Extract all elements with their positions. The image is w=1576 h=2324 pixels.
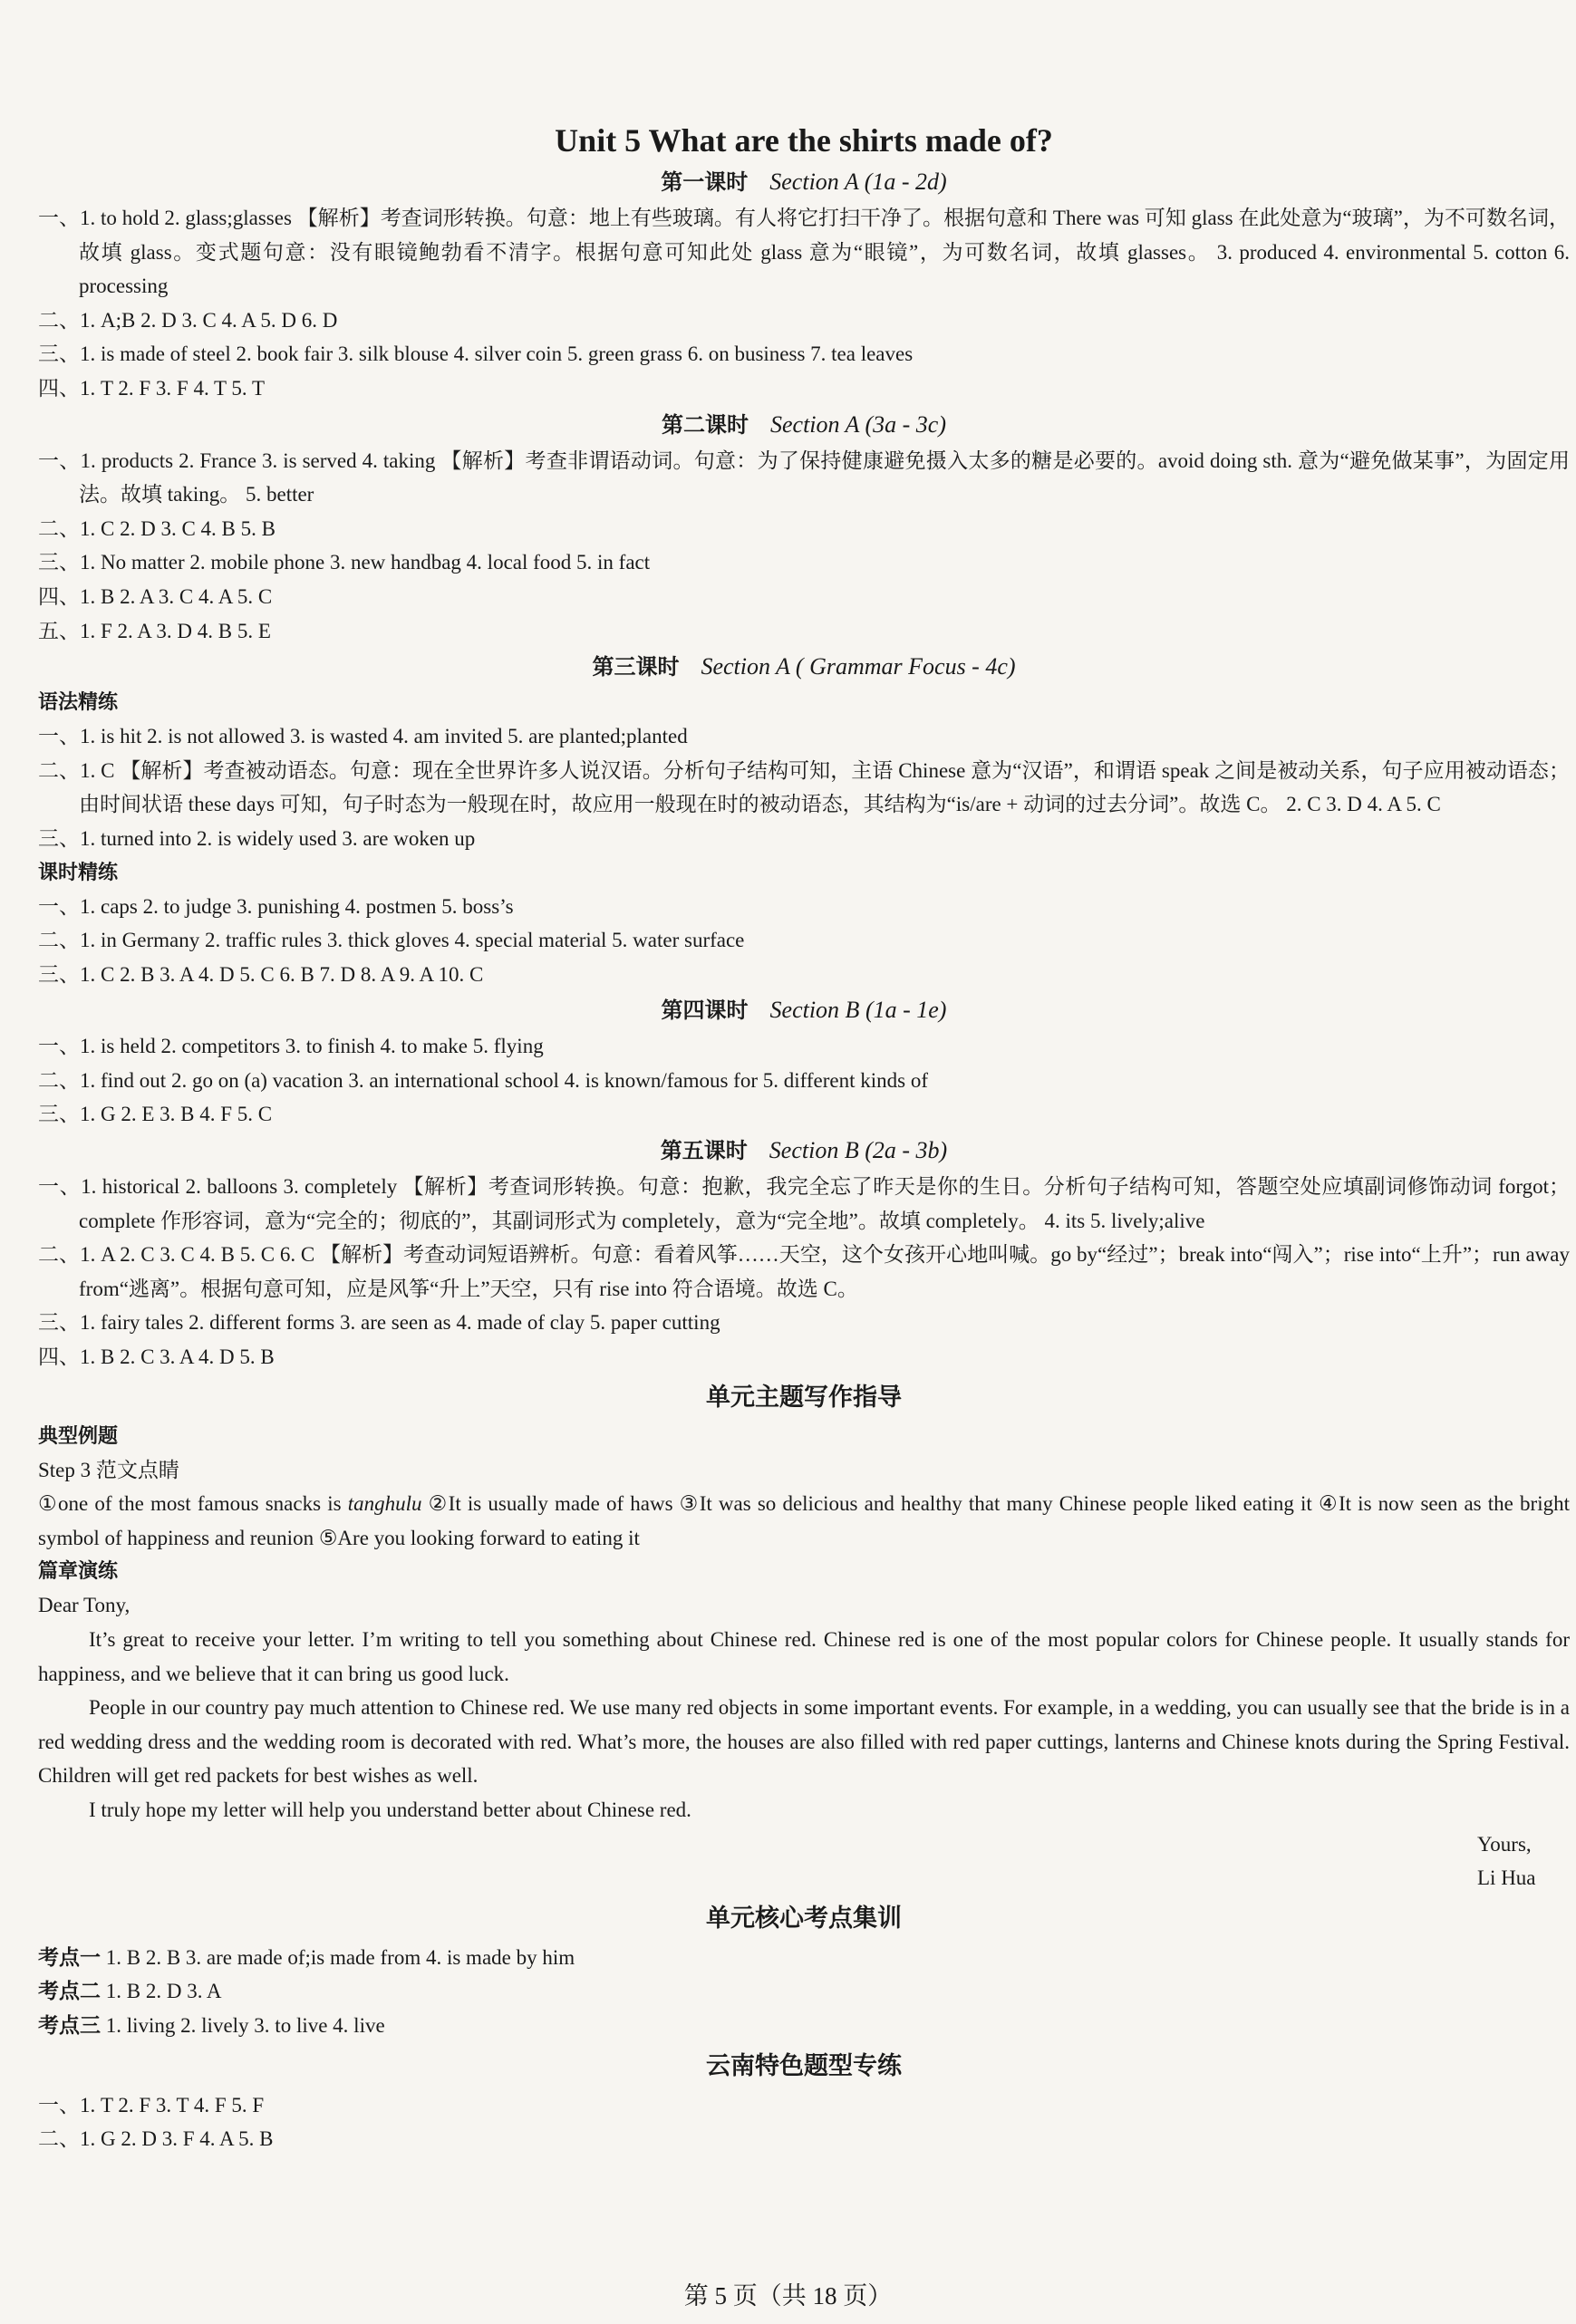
lesson-2-section: Section A (3a - 3c) <box>770 410 946 438</box>
lesson-2-part-3: 三、1. No matter 2. mobile phone 3. new handbag 4. local food 5. in fact <box>38 551 651 574</box>
core-point-1-text: 1. B 2. B 3. are made of;is made from 4. is made by him <box>101 1945 575 1969</box>
yunnan-part-1: 一、1. T 2. F 3. T 4. F 5. F <box>38 2093 265 2117</box>
lesson-5-part-3: 三、1. fairy tales 2. different forms 3. are seen as 4. made of clay 5. paper cutting <box>38 1311 720 1335</box>
letter-paragraph-1: It’s great to receive your letter. I’m writing to tell you something about Chinese red. Chinese red is one of the most popular colors for Chinese people. It usually stands for happiness, and we believe that it can bring us good luck. <box>38 1628 1570 1685</box>
letter-greeting: Dear Tony, <box>38 1594 131 1617</box>
letter-paragraph-3: I truly hope my letter will help you understand better about Chinese red. <box>89 1798 691 1821</box>
letter-paragraph-2: People in our country pay much attention to Chinese red. We use many red objects in some important events. For example, in a wedding, you can usually see that the bride is in a red wedding dress and the wedding room is decorated with red. What’s more, the houses are also filled with red paper cuttings, lanterns and Chinese knots during the Spring Festival. Children will get red packets for best wishes as well. <box>38 1696 1570 1788</box>
lesson-5-part-1: 一、1. historical 2. balloons 3. completely 【解析】考查词形转换。句意：抱歉，我完全忘了昨天是你的生日。分析句子结构可知，答题空处应填副词修饰动词 forgot；complete 作形容词，意为“完全的；彻底的”，其副词形式为 completely，意为“完全地”。故填 completely。 4. its 5. lively;alive <box>38 1175 1570 1232</box>
lesson-5-name: 第五课时 <box>660 1138 748 1164</box>
lesson-4-part-3: 三、1. G 2. E 3. B 4. F 5. C <box>38 1103 273 1126</box>
lesson-4-part-2: 二、1. find out 2. go on (a) vacation 3. an international school 4. is known/famous for 5. different kinds of <box>38 1068 928 1092</box>
lesson-3-class-1: 一、1. caps 2. to judge 3. punishing 4. postmen 5. boss’s <box>38 894 514 918</box>
lesson-5-section: Section B (2a - 3b) <box>769 1137 948 1164</box>
page-footer: 第 5 页（共 18 页） <box>683 2282 893 2310</box>
lesson-4-part-1: 一、1. is held 2. competitors 3. to finish 4. to make 5. flying <box>38 1035 544 1058</box>
yunnan-part-2: 二、1. G 2. D 3. F 4. A 5. B <box>38 2127 274 2151</box>
model-part-italic: tanghulu <box>347 1492 422 1516</box>
lesson-2-part-4: 四、1. B 2. A 3. C 4. A 5. C <box>38 584 273 608</box>
lesson-3-name: 第三课时 <box>592 654 680 680</box>
lesson-1-part-3: 三、1. is made of steel 2. book fair 3. silk blouse 4. silver coin 5. green grass 6. on business 7. tea leaves <box>38 342 914 366</box>
lesson-2-name: 第二课时 <box>662 411 749 438</box>
grammar-practice-label: 语法精练 <box>38 691 119 715</box>
core-point-3-label: 考点三 <box>38 2013 101 2037</box>
lesson-1-heading <box>38 165 1570 199</box>
lesson-3-grammar-3: 三、1. turned into 2. is widely used 3. are woken up <box>38 826 476 850</box>
core-point-3 <box>38 2009 1570 2043</box>
model-part-1: ①one of the most famous snacks is <box>38 1492 348 1516</box>
lesson-5-heading <box>38 1133 1570 1168</box>
core-point-1-label: 考点一 <box>38 1945 101 1969</box>
lesson-3-class-2: 二、1. in Germany 2. traffic rules 3. thick gloves 4. special material 5. water surface <box>38 929 745 952</box>
lesson-1-section: Section A (1a - 2d) <box>769 169 947 195</box>
lesson-1-part-4: 四、1. T 2. F 3. F 4. T 5. T <box>38 376 266 400</box>
lesson-3-class-3: 三、1. C 2. B 3. A 4. D 5. C 6. B 7. D 8. A 9. A 10. C <box>38 962 484 986</box>
letter-signature: Li Hua <box>1477 1866 1536 1890</box>
core-point-3-text: 1. living 2. lively 3. to live 4. live <box>101 2013 385 2037</box>
model-answers <box>38 1487 1570 1555</box>
model-part-2: ②It is usually made of haws ③It was so delicious and healthy that many Chinese people liked eating it ④It is now seen as the bright symbol of happiness and reunion ⑤Are you looking forward to eating it <box>38 1492 1570 1549</box>
unit-title: Unit 5 What are the shirts made of? <box>555 122 1053 159</box>
lesson-3-heading <box>38 650 1570 684</box>
lesson-3-section: Section A ( Grammar Focus - 4c) <box>701 653 1016 680</box>
practice-label: 篇章演练 <box>38 1560 119 1584</box>
lesson-1-part-1: 一、1. to hold 2. glass;glasses 【解析】考查词形转换。句意：地上有些玻璃。有人将它打扫干净了。根据句意和 There was 可知 glass 在此处意为“玻璃”，为不可数名词，故填 glass。变式题句意：没有眼镜鲍勃看不清字。根据句意可知此处 glass 意为“眼镜”，为可数名词，故填 glasses。 3. produced 4. environmental 5. cotton 6. processing <box>38 207 1570 298</box>
lesson-2-part-2: 二、1. C 2. D 3. C 4. B 5. B <box>38 516 276 540</box>
core-point-2 <box>38 1974 1570 2009</box>
lesson-3-grammar-2: 二、1. C 【解析】考查被动语态。句意：现在全世界许多人说汉语。分析句子结构可知，主语 Chinese 意为“汉语”，和谓语 speak 之间是被动关系，句子应用被动语态；由时间状语 these days 可知，句子时态为一般现在时，故应用一般现在时的被动语态，其结构为“is/are + 动词的过去分词”。故选 C。 2. C 3. D 4. A 5. C <box>38 758 1570 816</box>
lesson-1-part-2: 二、1. A;B 2. D 3. C 4. A 5. D 6. D <box>38 308 338 332</box>
writing-guide-heading: 单元主题写作指导 <box>706 1383 902 1412</box>
lesson-2-part-5: 五、1. F 2. A 3. D 4. B 5. E <box>38 619 271 642</box>
lesson-4-section: Section B (1a - 1e) <box>769 997 947 1024</box>
lesson-5-part-4: 四、1. B 2. C 3. A 4. D 5. B <box>38 1345 275 1369</box>
example-label: 典型例题 <box>38 1424 119 1448</box>
lesson-2-heading <box>38 408 1570 442</box>
yunnan-heading: 云南特色题型专练 <box>706 2051 902 2080</box>
core-point-1 <box>38 1941 1570 1975</box>
core-point-2-label: 考点二 <box>38 1980 101 2003</box>
lesson-3-grammar-1: 一、1. is hit 2. is not allowed 3. is wasted 4. am invited 5. are planted;planted <box>38 725 688 748</box>
lesson-5-part-2: 二、1. A 2. C 3. C 4. B 5. C 6. C 【解析】考查动词短语辨析。句意：看着风筝……天空，这个女孩开心地叫喊。go by“经过”；break into“闯入”；rise into“上升”；run away from“逃离”。根据句意可知，应是风筝“升上”天空，只有 rise into 符合语境。故选 C。 <box>38 1243 1570 1300</box>
lesson-2-part-1: 一、1. products 2. France 3. is served 4. taking 【解析】考查非谓语动词。句意：为了保持健康避免摄入太多的糖是必要的。avoid doing sth. 意为“避免做某事”，为固定用法。故填 taking。 5. better <box>38 448 1570 506</box>
lesson-1-name: 第一课时 <box>661 169 749 195</box>
core-points-heading: 单元核心考点集训 <box>706 1904 902 1933</box>
core-point-2-text: 1. B 2. D 3. A <box>101 1980 222 2003</box>
lesson-4-name: 第四课时 <box>661 998 749 1024</box>
class-practice-label: 课时精练 <box>38 861 119 884</box>
lesson-4-heading <box>38 993 1570 1027</box>
model-step: Step 3 范文点睛 <box>38 1458 179 1481</box>
letter-closing: Yours, <box>1477 1832 1532 1856</box>
